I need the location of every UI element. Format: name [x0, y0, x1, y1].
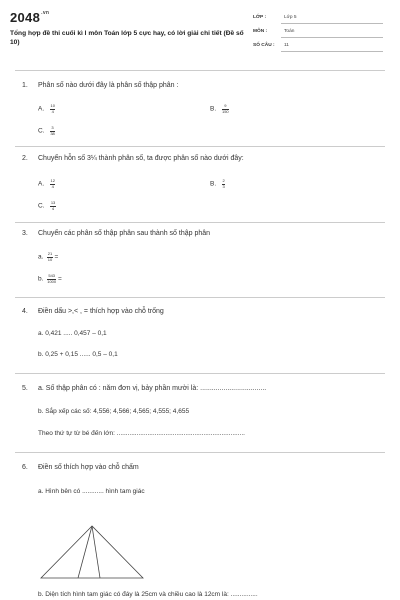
item-b: b. 0,25 + 0,15 ...... 0,5 – 0,1 — [38, 351, 118, 358]
option-label: C. — [38, 202, 45, 210]
item-label: b. — [38, 275, 44, 283]
item-b — [38, 274, 62, 284]
inner-line-1 — [78, 526, 92, 578]
item-label: a. — [38, 253, 44, 261]
logo-text: 2048 — [10, 10, 41, 25]
question-number: 4. — [22, 308, 28, 315]
option-b[interactable] — [210, 104, 229, 114]
meta-row-count — [253, 43, 383, 53]
denominator: 38 — [50, 130, 55, 136]
option-label: C. — [38, 127, 45, 135]
meta-value: 11 — [284, 43, 289, 48]
question-number: 5. — [22, 385, 28, 392]
numerator: 3 — [51, 125, 54, 130]
option-c[interactable] — [38, 126, 55, 136]
page-title: Tổng hợp đề thi cuối kì I môn Toán lớp 5 cực hay, có lời giải chi tiết (Đề số 10) — [10, 30, 244, 46]
item-a: a. 0,421 ..... 0,457 – 0,1 — [38, 330, 107, 337]
divider — [15, 373, 385, 374]
denominator: 4 — [51, 205, 55, 211]
option-label: B. — [210, 105, 217, 113]
question-number: 3. — [22, 230, 28, 237]
meta-row-subject — [253, 29, 383, 39]
numerator: 12 — [50, 178, 55, 183]
divider — [15, 222, 385, 223]
numerator: 2 — [222, 178, 225, 183]
divider — [15, 70, 385, 71]
option-c[interactable] — [38, 201, 56, 211]
option-a[interactable] — [38, 104, 55, 114]
numerator: 21 — [47, 251, 53, 256]
meta-value: Toán — [284, 29, 295, 34]
meta-key: SỐ CÂU : — [253, 43, 275, 48]
meta-underline — [281, 51, 383, 52]
meta-info — [253, 15, 383, 57]
question-number: 6. — [22, 464, 28, 471]
site-logo[interactable] — [10, 10, 49, 25]
item-a: a. Hình bên có ............ hình tam giác — [38, 488, 145, 495]
item-a — [38, 252, 58, 262]
question-text: a. Số thập phân có : năm đơn vị, bảy phần mười là: .................................. — [38, 385, 267, 392]
triangle-figure — [40, 525, 145, 580]
equals-sign: = — [57, 275, 62, 283]
option-label: A. — [38, 105, 45, 113]
numerator: 543 — [48, 273, 56, 278]
question-text: Chuyển hỗn số 3¼ thành phân số, ta được phân số nào dưới đây: — [38, 155, 244, 162]
fraction — [47, 274, 56, 284]
option-label: B. — [210, 180, 217, 188]
fraction — [222, 179, 225, 189]
item-b: b. Diện tích hình tam giác có đáy là 25cm và chiều cao là 12cm là: ............... — [38, 591, 258, 598]
denominator: 10 — [47, 256, 53, 262]
divider — [15, 146, 385, 147]
fraction — [50, 104, 55, 114]
fraction — [50, 179, 55, 189]
denominator: 1000 — [47, 278, 57, 284]
question-text: Chuyển các phân số thập phân sau thành số thập phân — [38, 230, 211, 237]
meta-row-class — [253, 15, 383, 25]
option-a[interactable] — [38, 179, 55, 189]
divider — [15, 297, 385, 298]
meta-underline — [281, 37, 383, 38]
question-text: Điền dấu >,< , = thích hợp vào chỗ trống — [38, 308, 164, 315]
logo-sub: .vn — [41, 10, 50, 16]
fraction — [50, 201, 55, 211]
question-text: Phân số nào dưới đây là phân số thập phân : — [38, 82, 179, 89]
denominator: 150 — [221, 108, 229, 114]
fraction — [47, 252, 52, 262]
question-text: Điền số thích hợp vào chỗ chấm — [38, 464, 139, 471]
meta-value: Lớp 5 — [284, 15, 297, 20]
item-b: b. Sắp xếp các số: 4,556; 4,566; 4,565; 4,555; 4,655 — [38, 408, 190, 415]
outer-triangle — [41, 526, 143, 578]
numerator: 10 — [50, 103, 55, 108]
question-number: 1. — [22, 82, 28, 89]
numerator: 9 — [222, 104, 229, 110]
question-number: 2. — [22, 155, 28, 162]
inner-line-2 — [92, 526, 100, 578]
meta-key: LỚP : — [253, 15, 267, 20]
meta-underline — [281, 23, 383, 24]
meta-key: MÔN : — [253, 29, 268, 34]
option-label: A. — [38, 180, 45, 188]
equals-sign: = — [54, 253, 59, 261]
option-b[interactable] — [210, 179, 225, 189]
divider — [15, 452, 385, 453]
item-c: Theo thứ tự từ bé đến lớn: ....................................................................... — [38, 430, 245, 437]
denominator: 4 — [51, 108, 54, 114]
denominator: 3 — [222, 183, 225, 189]
denominator: 4 — [51, 183, 54, 189]
fraction — [222, 104, 229, 114]
numerator: 13 — [50, 200, 56, 205]
fraction — [50, 126, 54, 136]
